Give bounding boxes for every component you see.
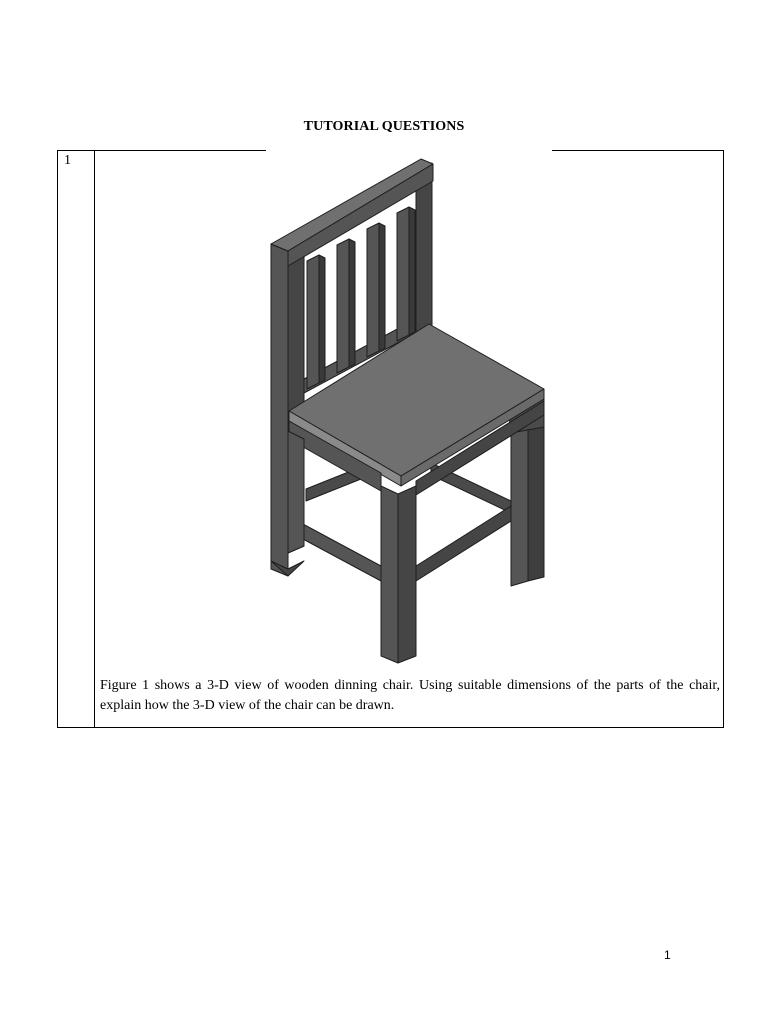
question-text: Figure 1 shows a 3-D view of wooden dinning chair. Using suitable dimensions of the parts of the chair, explain how the 3-D view of the chair can be drawn. bbox=[100, 678, 720, 713]
leg-front-left bbox=[288, 431, 304, 553]
slat-1 bbox=[307, 255, 319, 389]
question-number: 1 bbox=[64, 153, 71, 168]
page-number: 1 bbox=[664, 948, 671, 962]
slat-2 bbox=[337, 239, 349, 373]
back-post-left bbox=[271, 244, 288, 576]
slat-4 bbox=[397, 207, 409, 341]
rail-right-front bbox=[416, 506, 511, 581]
question-table bbox=[57, 150, 724, 728]
slat-3 bbox=[367, 223, 379, 357]
page-title: TUTORIAL QUESTIONS bbox=[303, 119, 465, 134]
leg-back-right bbox=[511, 421, 528, 586]
chair-illustration bbox=[266, 149, 552, 665]
leg-front bbox=[381, 486, 398, 663]
figure-1 bbox=[266, 149, 552, 665]
column-divider bbox=[94, 151, 95, 727]
